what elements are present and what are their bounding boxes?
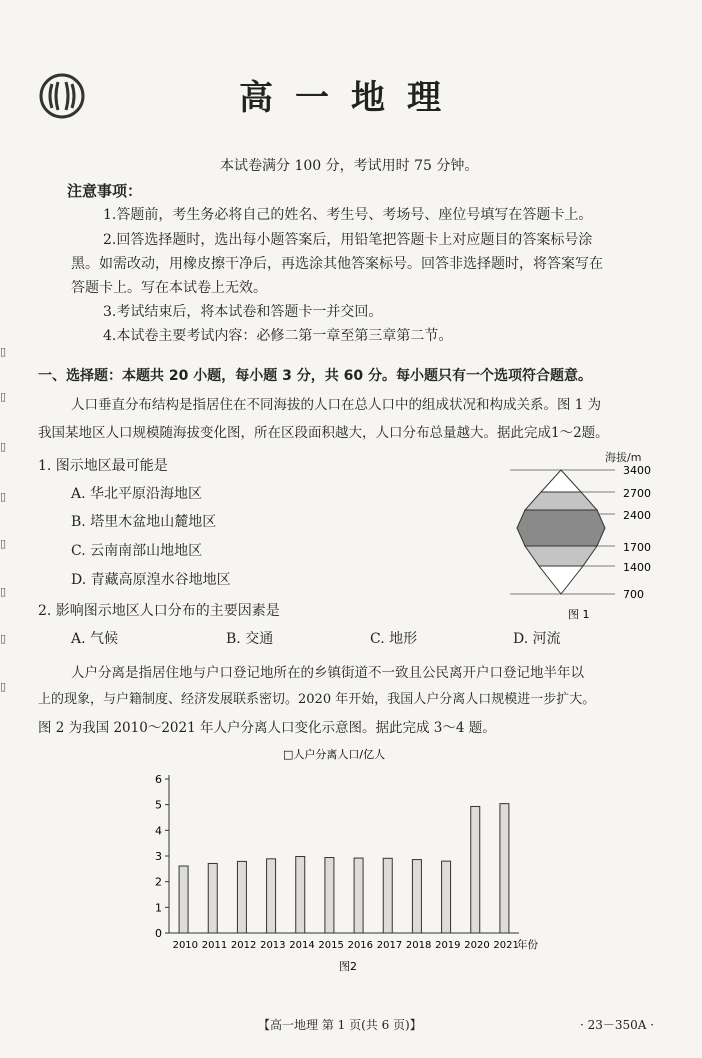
x-axis-title: 年份	[517, 939, 538, 951]
option-b: B. 交通	[226, 631, 274, 647]
y-tick-label: 2	[155, 875, 162, 889]
bar-2017	[383, 858, 392, 933]
option-c: C. 云南南部山地地区	[71, 543, 203, 559]
bar-2010	[179, 866, 188, 933]
band-1700-1400	[525, 546, 597, 566]
figure1-axis-label: 海拔/m	[605, 451, 642, 464]
bar-2021	[500, 804, 509, 933]
y-tick-label: 6	[155, 773, 162, 786]
passage-line: 我国某地区人口规模随海拔变化图，所在区段面积越大，人口分布总量越大。据此完成1～2题。	[38, 425, 609, 441]
passage-line: 人户分离是指居住地与户口登记地所在的乡镇街道不一致且公民离开户口登记地半年以	[71, 665, 584, 681]
level-label: 700	[623, 588, 644, 601]
option-a: A. 气候	[71, 631, 119, 647]
exam-info: 本试卷满分 100 分，考试用时 75 分钟。	[220, 158, 479, 174]
bar-2018	[412, 860, 421, 933]
figure2-bar-chart	[145, 744, 565, 974]
option-d: D. 青藏高原湟水谷地地区	[71, 572, 231, 588]
x-tick-label: 2021	[493, 940, 519, 951]
passage-line: 人口垂直分布结构是指居住在不同海拔的人口在总人口中的组成状况和构成关系。图 1 为	[71, 397, 602, 413]
note-line: 2.回答选择题时，选出每小题答案后，用铅笔把答题卡上对应题目的答案标号涂	[103, 232, 593, 248]
band-2400-1700	[517, 510, 605, 546]
figure1-diagram	[505, 448, 675, 623]
bar-2020	[471, 806, 480, 933]
x-tick-label: 2012	[230, 940, 257, 951]
level-label: 1700	[623, 541, 651, 554]
band-1400-700	[539, 566, 583, 594]
bar-2014	[296, 857, 305, 933]
option-c: C. 地形	[370, 631, 418, 647]
option-d: D. 河流	[513, 631, 561, 647]
page-code: · 23－350A ·	[580, 1018, 655, 1032]
passage-line: 上的现象，与户籍制度、经济发展联系密切。2020 年开始，我国人户分离人口规模进一步扩大。	[38, 692, 596, 707]
figure1-caption: 图 1	[568, 608, 590, 621]
level-label: 3400	[623, 464, 651, 477]
x-tick-label: 2017	[376, 940, 403, 951]
page-title: 高一地理	[239, 78, 463, 118]
y-tick-label: 1	[155, 901, 162, 915]
option-a: A. 华北平原沿海地区	[71, 486, 203, 502]
note-line: 黑。如需改动，用橡皮擦干净后，再选涂其他答案标号。回答非选择题时，将答案写在	[71, 256, 603, 272]
x-tick-label: 2015	[318, 940, 344, 951]
x-tick-label: 2011	[201, 940, 228, 951]
bar-2013	[267, 859, 276, 933]
x-tick-label: 2013	[260, 940, 286, 951]
level-label: 2700	[623, 487, 651, 500]
chart-legend: □人户分离人口/亿人	[283, 748, 386, 761]
bar-2012	[237, 861, 246, 933]
notes-heading: 注意事项：	[67, 182, 143, 200]
level-label: 2400	[623, 509, 651, 522]
y-tick-label: 4	[155, 824, 162, 838]
x-tick-label: 2020	[464, 940, 490, 951]
question-stem: 2. 影响图示地区人口分布的主要因素是	[38, 603, 280, 619]
page-footer: 【高一地理 第 1 页(共 6 页)】	[258, 1018, 422, 1032]
x-tick-label: 2018	[405, 940, 432, 951]
figure2-caption: 图2	[339, 960, 357, 973]
x-tick-label: 2019	[435, 940, 461, 951]
question-stem: 1. 图示地区最可能是	[38, 458, 168, 474]
note-line: 1.答题前，考生务必将自己的姓名、考生号、考场号、座位号填写在答题卡上。	[103, 207, 593, 223]
x-tick-label: 2014	[289, 940, 315, 951]
y-tick-label: 0	[155, 927, 162, 940]
x-tick-label: 2016	[347, 940, 374, 951]
note-line: 答题卡上。写在本试卷上无效。	[71, 280, 267, 296]
x-tick-label: 2010	[172, 940, 199, 951]
bar-2019	[442, 861, 451, 933]
bar-2015	[325, 858, 334, 933]
band-2700-2400	[525, 492, 597, 510]
bar-2011	[208, 863, 217, 933]
option-b: B. 塔里木盆地山麓地区	[71, 514, 217, 530]
y-tick-label: 5	[155, 798, 162, 812]
passage-line: 图 2 为我国 2010～2021 年人户分离人口变化示意图。据此完成 3～4 题。	[38, 720, 496, 736]
note-line: 4.本试卷主要考试内容：必修二第一章至第三章第二节。	[103, 328, 453, 344]
band-3400-2700	[541, 470, 581, 492]
level-label: 1400	[623, 561, 651, 574]
section-heading: 一、选择题：本题共 20 小题，每小题 3 分，共 60 分。每小题只有一个选项符合题意。	[38, 368, 592, 384]
y-tick-label: 3	[155, 850, 162, 863]
bar-2016	[354, 858, 363, 933]
note-line: 3.考试结束后，将本试卷和答题卡一并交回。	[103, 304, 383, 320]
